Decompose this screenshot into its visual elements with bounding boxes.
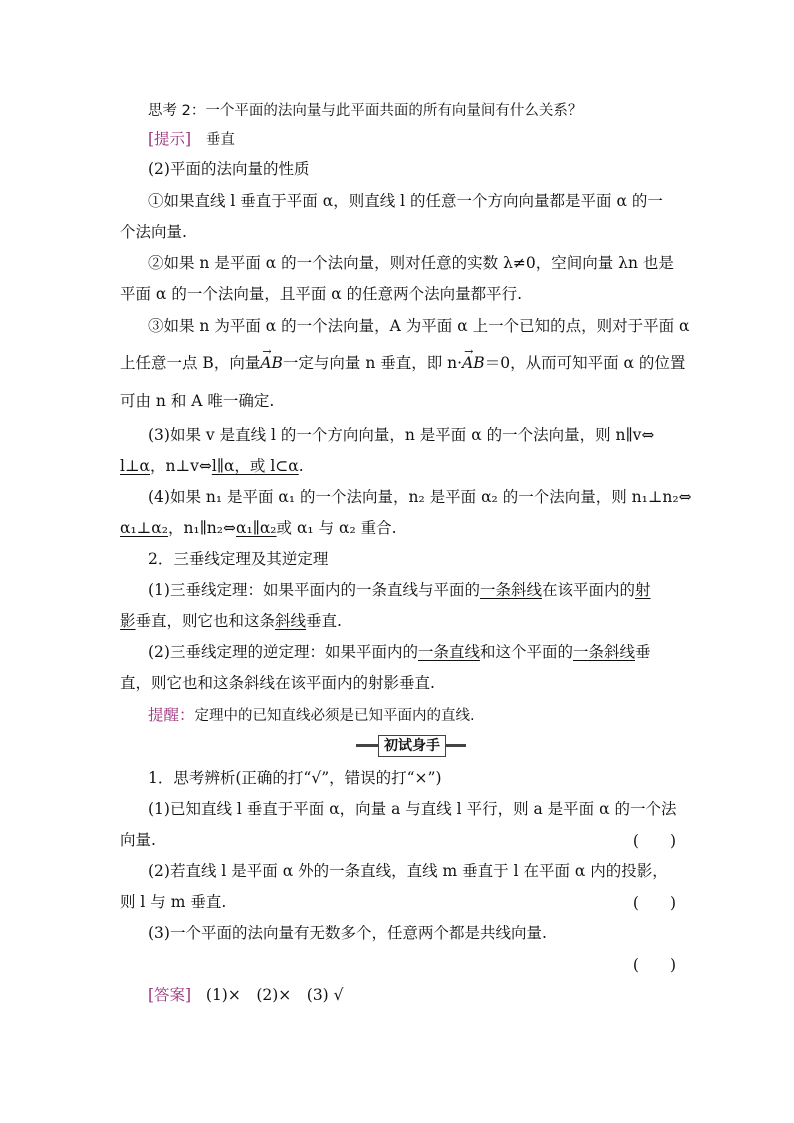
answer-tag: [答案] [148, 986, 192, 1004]
question-title: 1．思考辨析(正确的打“√”，错误的打“×”) [148, 769, 442, 787]
text-span: (1)三垂线定理：如果平面内的一条直线与平面的 [148, 581, 480, 599]
section-title: 2．三垂线定理及其逆定理 [148, 550, 329, 568]
fill-answer: 射 [635, 581, 651, 599]
reminder-text: 定理中的已知直线必须是已知平面内的直线. [194, 708, 475, 724]
paragraph-line: (4)如果 n₁ 是平面 α₁ 的一个法向量，n₂ 是平面 α₂ 的一个法向量，则 n₁⊥n₂⇔ [148, 488, 692, 506]
question-line: (1)已知直线 l 垂直于平面 α，向量 a 与直线 l 平行，则 a 是平面 α 的一个法 [148, 800, 677, 818]
text-span: 垂直，则它也和这条 [135, 612, 276, 630]
paragraph-line: ③如果 n 为平面 α 的一个法向量，A 为平面 α 上一个已知的点，则对于平面 α [148, 317, 690, 335]
vector-ab: → AB [462, 352, 485, 374]
paragraph-line: 可由 n 和 A 唯一确定. [120, 392, 275, 410]
paragraph-line [120, 517, 680, 539]
fill-answer: l∥α，或 l⊂α [211, 457, 299, 475]
text-span: 垂直. [306, 612, 342, 630]
section-banner [356, 735, 466, 755]
answer-blank: ( ) [632, 956, 676, 974]
text-span: (2)三垂线定理的逆定理：如果平面内的 [148, 643, 418, 661]
section-title: (2)平面的法向量的性质 [148, 160, 310, 178]
paragraph-line: ①如果直线 l 垂直于平面 α，则直线 l 的任意一个方向向量都是平面 α 的一 [148, 192, 663, 210]
fill-answer: 一条直线 [417, 643, 480, 661]
think-question: 思考 2：一个平面的法向量与此平面共面的所有向量间有什么关系？ [148, 103, 583, 119]
text-span: 垂 [635, 643, 651, 661]
reminder-line [148, 704, 708, 727]
text-span: ，n⊥v⇔ [150, 457, 212, 475]
question-line: 则 l 与 m 垂直. [120, 893, 227, 911]
text-span: . [298, 457, 304, 475]
text-span: 和这个平面的 [479, 643, 573, 661]
text-span: 上任意一点 B，向量 [120, 354, 261, 372]
answer-line [148, 984, 708, 1006]
fill-answer: l⊥α [120, 457, 151, 475]
paragraph-line [120, 610, 680, 632]
answer-text: (1)× (2)× (3) √ [205, 986, 344, 1004]
question-line: (2)若直线 l 是平面 α 外的一条直线，直线 m 垂直于 l 在平面 α 内的投影， [148, 862, 668, 880]
reminder-tag: 提醒： [148, 706, 195, 724]
paragraph-line: 平面 α 的一个法向量，且平面 α 的任意两个法向量都平行. [120, 285, 523, 303]
text-span: ＝0，从而可知平面 α 的位置 [484, 354, 686, 372]
vector-ab: → AB [260, 352, 283, 374]
question-line: (3)一个平面的法向量有无数多个，任意两个都是共线向量. [148, 924, 547, 942]
fill-answer: 影 [120, 612, 136, 630]
paragraph-line: 个法向量. [120, 223, 187, 241]
paragraph-line [148, 641, 708, 663]
paragraph-line: (3)如果 v 是直线 l 的一个方向向量，n 是平面 α 的一个法向量，则 n∥v⇔ [148, 426, 655, 444]
text-span: ，n₁∥n₂⇔ [167, 519, 236, 537]
paragraph-line [148, 579, 708, 601]
paragraph-line: 直，则它也和这条斜线在该平面内的射影垂直. [120, 674, 435, 692]
paragraph-line [120, 455, 680, 477]
hint-tag: [提示] [148, 130, 192, 148]
text-span: 或 α₁ 与 α₂ 重合. [276, 519, 397, 537]
hint-text: 垂直 [205, 132, 235, 148]
text-span: 在该平面内的 [541, 581, 635, 599]
paragraph-line [120, 352, 686, 374]
text-span: 一定与向量 n 垂直，即 n· [282, 354, 463, 372]
fill-answer: 一条斜线 [573, 643, 636, 661]
fill-answer: 斜线 [275, 612, 307, 630]
answer-blank: ( ) [632, 832, 676, 850]
paragraph-line: ②如果 n 是平面 α 的一个法向量，则对任意的实数 λ≠0，空间向量 λn 也是 [148, 254, 674, 272]
question-line: 向量. [120, 831, 156, 849]
banner-label: 初试身手 [378, 735, 446, 757]
fill-answer: 一条斜线 [479, 581, 542, 599]
answer-blank: ( ) [632, 894, 676, 912]
hint-line [148, 128, 708, 151]
fill-answer: α₁∥α₂ [236, 519, 277, 537]
fill-answer: α₁⊥α₂ [120, 519, 168, 537]
